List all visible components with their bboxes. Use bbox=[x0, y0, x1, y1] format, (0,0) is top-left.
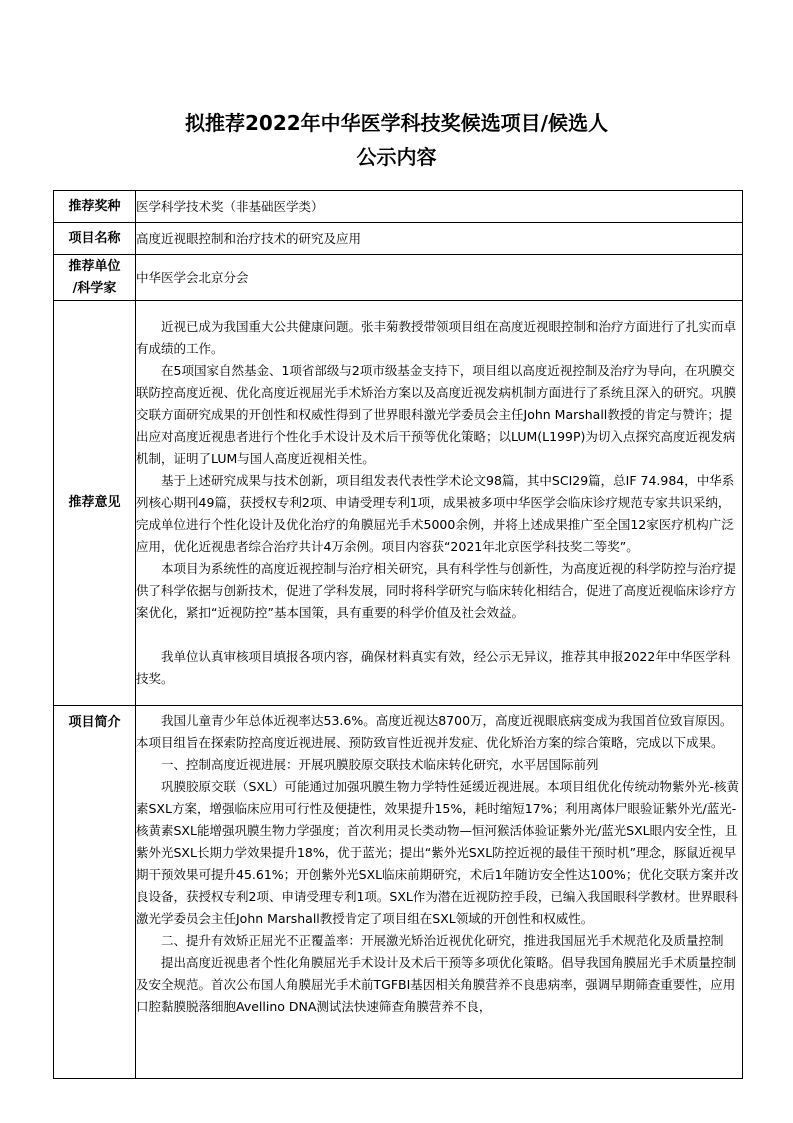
row-opinion bbox=[54, 301, 743, 706]
intro-paragraph: 二、提升有效矫正屈光不正覆盖率：开展激光矫治近视优化研究，推进我国屈光手术规范化及质量控制 bbox=[161, 933, 724, 948]
opinion-paragraph: 本项目为系统性的高度近视控制与治疗相关研究，具有科学性与创新性，为高度近视的科学防控与治疗提供了科学依据与创新技术，促进了学科发展，同时将科学研究与临床转化相结合，促进了高度近视临床诊疗方案优化，紧扣“近视防控”基本国策，具有重要的科学价值及社会效益。 bbox=[136, 561, 737, 620]
opinion-paragraph: 基于上述研究成果与技术创新，项目组发表代表性学术论文98篇，其中SCI29篇，总IF 74.984，中华系列核心期刊49篇，获授权专利2项、申请受理专利1项，成果被多项中华医学会临床诊疗规范专家共识采纳，完成单位进行个性化设计及优化治疗的角膜屈光手术5000余例，并将上述成果推广至全国12家医疗机构广泛应用，优化近视患者综合治疗共计4万余例。项目内容获“2021年北京医学科技奖二等奖”。 bbox=[136, 473, 735, 554]
row-project bbox=[54, 223, 743, 255]
value-unit: 中华医学会北京分会 bbox=[136, 255, 743, 301]
label-unit-line1: 推荐单位 bbox=[68, 258, 121, 274]
label-opinion: 推荐意见 bbox=[54, 301, 136, 706]
document-title: 拟推荐2022年中华医学科技奖候选项目/候选人 bbox=[185, 111, 608, 135]
opinion-paragraph: 我单位认真审核项目填报各项内容，确保材料真实有效，经公示无异议，推荐其申报2022年中华医学科技奖。 bbox=[136, 649, 731, 686]
label-intro: 项目简介 bbox=[54, 706, 136, 1079]
label-unit-line2: /科学家 bbox=[72, 280, 117, 296]
opinion-spacer bbox=[136, 624, 742, 646]
value-award: 医学科学技术奖（非基础医学类） bbox=[136, 191, 743, 223]
row-unit bbox=[54, 255, 743, 301]
row-intro bbox=[54, 706, 743, 1079]
opinion-paragraph: 在5项国家自然基金、1项省部级与2项市级基金支持下，项目组以高度近视控制及治疗为导向，在巩膜交联防控高度近视、优化高度近视屈光手术矫治方案以及高度近视发病机制方面进行了系统且深入的研究。巩膜交联方面研究成果的开创性和权威性得到了世界眼科激光学委员会主任John Marshall教授的肯定与赞许；提出应对高度近视患者进行个性化手术设计及术后干预等优化策略；以LUM(L199P)为切入点探究高度近视发病机制，证明了LUM与国人高度近视相关性。 bbox=[136, 363, 737, 466]
intro-paragraph: 我国儿童青少年总体近视率达53.6%。高度近视达8700万，高度近视眼底病变成为我国首位致盲原因。本项目组旨在探索防控高度近视进展、预防致盲性近视并发症、优化矫治方案的综合策略，完成以下成果。 bbox=[136, 713, 733, 750]
row-award bbox=[54, 191, 743, 223]
document-subtitle: 公示内容 bbox=[356, 145, 437, 169]
value-intro bbox=[136, 706, 743, 1079]
label-project: 项目名称 bbox=[54, 223, 136, 255]
value-opinion bbox=[136, 301, 743, 706]
intro-paragraph: 一、控制高度近视进展：开展巩膜胶原交联技术临床转化研究，水平居国际前列 bbox=[161, 757, 599, 772]
label-unit bbox=[54, 255, 136, 301]
intro-paragraph: 巩膜胶原交联（SXL）可能通过加强巩膜生物力学特性延缓近视进展。本项目组优化传统动物紫外光-核黄素SXL方案，增强临床应用可行性及便捷性，效果提升15%，耗时缩短17%；利用离体尸眼验证紫外光/蓝光-核黄素SXL能增强巩膜生物力学强度；首次利用灵长类动物—恒河猴活体验证紫外光/蓝光SXL眼内安全性，且紫外光SXL长期力学效果提升18%，优于蓝光；提出“紫外光SXL防控近视的最佳干预时机”理念，豚鼠近视早期干预效果可提升45.61%；开创紫外光SXL临床前期研究，术后1年随访安全性达100%；优化交联方案并改良设备，获授权专利2项、申请受理专利1项。SXL作为潜在近视防控手段，已编入我国眼科学教材。世界眼科激光学委员会主任John Marshall教授肯定了项目组在SXL领域的开创性和权威性。 bbox=[136, 779, 739, 926]
info-table bbox=[53, 190, 743, 1079]
opinion-paragraph: 近视已成为我国重大公共健康问题。张丰菊教授带领项目组在高度近视眼控制和治疗方面进行了扎实而卓有成绩的工作。 bbox=[136, 319, 737, 356]
intro-paragraph: 提出高度近视患者个性化角膜屈光手术设计及术后干预等多项优化策略。倡导我国角膜屈光手术质量控制及安全规范。首次公布国人角膜屈光手术前TGFBI基因相关角膜营养不良患病率，强调早期筛查重要性，应用口腔黏膜脱落细胞Avellino DNA测试法快速筛查角膜营养不良， bbox=[136, 955, 737, 1014]
value-project: 高度近视眼控制和治疗技术的研究及应用 bbox=[136, 223, 743, 255]
label-award: 推荐奖种 bbox=[54, 191, 136, 223]
